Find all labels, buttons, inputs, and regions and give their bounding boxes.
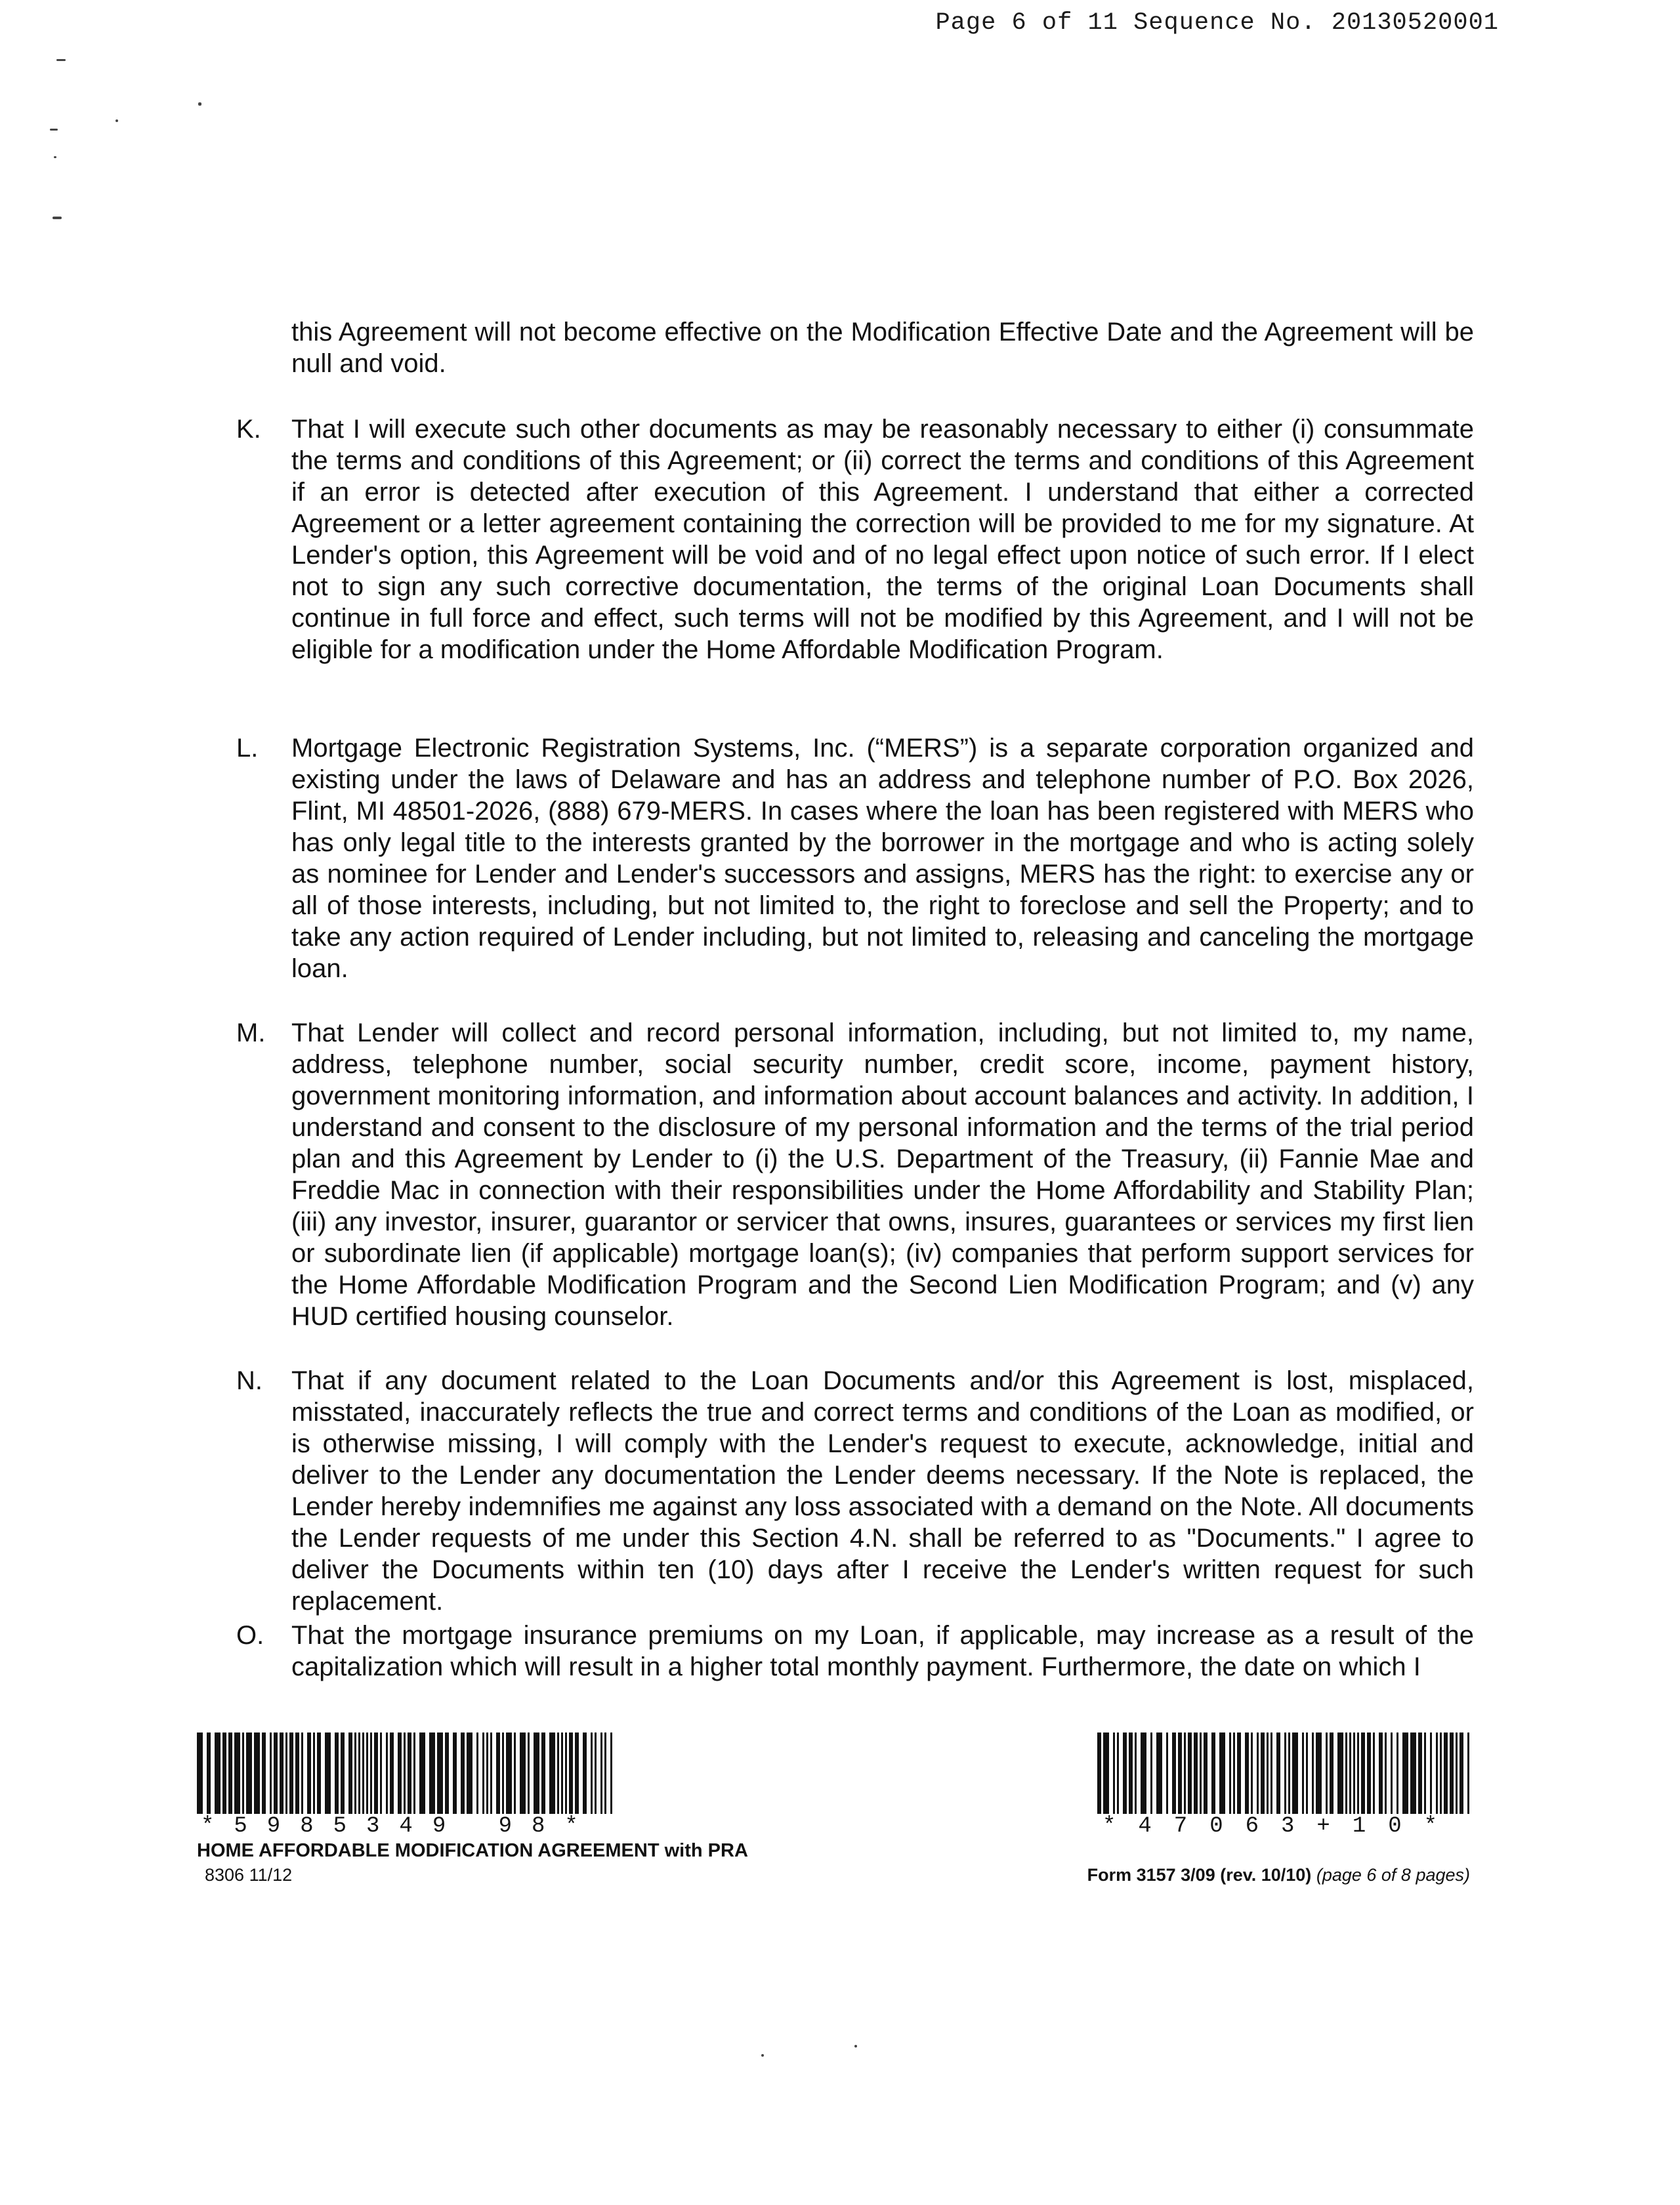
- barcode-bar: [1288, 1732, 1290, 1814]
- barcode-left-digits: *5985349 98*: [201, 1814, 598, 1839]
- barcode-bar: [1326, 1732, 1328, 1814]
- barcode-bar: [528, 1732, 530, 1814]
- barcode-bar: [1361, 1732, 1365, 1814]
- barcode-bar: [1276, 1732, 1280, 1814]
- clause-n: [236, 1365, 1474, 1617]
- barcode-bar: [569, 1732, 573, 1814]
- barcode-bar: [514, 1732, 516, 1814]
- scan-speck: [198, 102, 201, 106]
- barcode-bar: [398, 1732, 402, 1814]
- barcode-bar: [1410, 1732, 1416, 1814]
- barcode-bar: [289, 1732, 293, 1814]
- barcode-bar: [317, 1732, 321, 1814]
- barcode-bar: [1117, 1732, 1119, 1814]
- barcode-bar: [600, 1732, 602, 1814]
- barcode-bar: [222, 1732, 226, 1814]
- barcode-bar: [1156, 1732, 1162, 1814]
- clause-text: Mortgage Electronic Registration Systems, Inc. (“MERS”) is a separate corporation organized and existing under the laws of Delaware and has an address and telephone number of P.O. Box 2026, Flint, MI 48501-2026, (888) 679-MERS. In cases where the loan has been registered with MERS who has only legal title to the interests granted by the borrower in the mortgage and who is acting solely as nominee for Lender and Lender's successors and assigns, MERS has the right: to exercise any or all of those interests, including, but not limited to, the right to foreclose and sell the Property; and to take any action required of Lender including, but not limited to, releasing and canceling the mortgage loan.: [291, 734, 1474, 983]
- barcode-bar: [1150, 1732, 1152, 1814]
- form-pages-text: (page 6 of 8 pages): [1316, 1865, 1470, 1885]
- barcode-bar: [1430, 1732, 1432, 1814]
- barcode-bar: [1396, 1732, 1398, 1814]
- barcode-bar: [1402, 1732, 1408, 1814]
- barcode-bar: [370, 1732, 372, 1814]
- barcode-bar: [591, 1732, 593, 1814]
- barcode-bar: [1178, 1732, 1182, 1814]
- barcode-bar: [453, 1732, 457, 1814]
- barcode-bar: [228, 1732, 232, 1814]
- barcode-bar: [215, 1732, 220, 1814]
- barcode-bar: [362, 1732, 364, 1814]
- barcode-bar: [437, 1732, 443, 1814]
- form-number-text: Form 3157 3/09 (rev. 10/10): [1087, 1865, 1312, 1885]
- barcode-bar: [520, 1732, 526, 1814]
- barcode-bar: [1379, 1732, 1383, 1814]
- form-title: HOME AFFORDABLE MODIFICATION AGREEMENT with PRA: [197, 1840, 748, 1861]
- barcode-bar: [285, 1732, 287, 1814]
- barcode-bar: [1456, 1732, 1458, 1814]
- barcode-bar: [1103, 1732, 1109, 1814]
- barcode-bar: [246, 1732, 252, 1814]
- barcode-bar: [1385, 1732, 1387, 1814]
- barcode-bar: [413, 1732, 415, 1814]
- barcode-bar: [482, 1732, 484, 1814]
- barcode-bar: [575, 1732, 579, 1814]
- barcode-left-image: [197, 1732, 613, 1814]
- barcode-bar: [583, 1732, 587, 1814]
- barcode-bar: [502, 1732, 504, 1814]
- barcode-bar: [1229, 1732, 1231, 1814]
- barcode-bar: [1129, 1732, 1133, 1814]
- barcode-bar: [408, 1732, 411, 1814]
- barcode-bar: [1349, 1732, 1351, 1814]
- barcode-bar: [1257, 1732, 1259, 1814]
- clause-letter: M.: [236, 1018, 266, 1047]
- barcode-bar: [1312, 1732, 1314, 1814]
- barcode-bar: [1245, 1732, 1249, 1814]
- barcode-bar: [429, 1732, 435, 1814]
- barcode-bar: [610, 1732, 612, 1814]
- barcode-bar: [604, 1732, 606, 1814]
- barcode-bar: [262, 1732, 266, 1814]
- barcode-bar: [335, 1732, 339, 1814]
- barcode-bar: [534, 1732, 539, 1814]
- barcode-bar: [1251, 1732, 1253, 1814]
- barcode-bar: [541, 1732, 545, 1814]
- barcode-bar: [390, 1732, 394, 1814]
- barcode-bar: [1123, 1732, 1127, 1814]
- barcode-bar: [1436, 1732, 1438, 1814]
- page-sequence-header: Page 6 of 11 Sequence No. 20130520001: [935, 9, 1499, 37]
- clause-letter: N.: [236, 1366, 262, 1395]
- clause-m: [236, 1017, 1474, 1332]
- barcode-bar: [280, 1732, 284, 1814]
- barcode-bar: [506, 1732, 512, 1814]
- barcode-bar: [557, 1732, 559, 1814]
- clause-letter: K.: [236, 415, 261, 444]
- barcode-bar: [374, 1732, 378, 1814]
- barcode-bar: [386, 1732, 388, 1814]
- barcode-bar: [419, 1732, 425, 1814]
- barcode-bar: [1467, 1732, 1469, 1814]
- form-number: [1087, 1865, 1470, 1885]
- barcode-bar: [1373, 1732, 1375, 1814]
- barcode-bar: [380, 1732, 382, 1814]
- barcode-bar: [496, 1732, 500, 1814]
- barcode-right-image: [1097, 1732, 1470, 1814]
- barcode-bar: [1194, 1732, 1198, 1814]
- barcode-bar: [1306, 1732, 1308, 1814]
- barcode-bar: [358, 1732, 360, 1814]
- barcode-bar: [325, 1732, 331, 1814]
- clause-text: That Lender will collect and record personal information, including, but not limited to, my name, address, telephone number, social security number, credit score, income, payment history, government monitoring information, and information about account balances and activity. In addition, I understand and consent to the disclosure of my personal information and the terms of the trial period plan and this Agreement by Lender to (i) the U.S. Department of the Treasury, (ii) Fannie Mae and Freddie Mac in connection with their responsibilities under the Home Affordability and Stability Plan; (iii) any investor, insurer, guarantor or servicer that owns, insures, guarantees or services my first lien or subordinate lien (if applicable) mortgage loan(s); (iv) companies that perform support services for the Home Affordable Modification Program and the Second Lien Modification Program; and (v) any HUD certified housing counselor.: [291, 1018, 1474, 1331]
- clause-o: [236, 1620, 1474, 1683]
- barcode-bar: [354, 1732, 356, 1814]
- barcode-bar: [348, 1732, 352, 1814]
- barcode-bar: [561, 1732, 563, 1814]
- scan-speck: [52, 217, 62, 219]
- barcode-bar: [1270, 1732, 1272, 1814]
- barcode-bar: [1188, 1732, 1192, 1814]
- barcode-bar: [1233, 1732, 1235, 1814]
- barcode-bar: [476, 1732, 478, 1814]
- barcode-bar: [445, 1732, 449, 1814]
- form-code: 8306 11/12: [205, 1865, 293, 1885]
- barcode-bar: [404, 1732, 406, 1814]
- barcode-bar: [307, 1732, 311, 1814]
- barcode-bar: [1284, 1732, 1286, 1814]
- barcode-bar: [366, 1732, 368, 1814]
- barcode-bar: [486, 1732, 488, 1814]
- barcode-bar: [1267, 1732, 1269, 1814]
- barcode-right-digits: *47063+10*: [1102, 1814, 1460, 1839]
- barcode-bar: [254, 1732, 260, 1814]
- barcode-bar: [1166, 1732, 1168, 1814]
- barcode-bar: [467, 1732, 472, 1814]
- barcode-bar: [274, 1732, 278, 1814]
- continued-paragraph: this Agreement will not become effective on the Modification Effective Date and the Agreement will be null and void.: [291, 318, 1474, 378]
- barcode-bar: [234, 1732, 240, 1814]
- barcode-bar: [1353, 1732, 1355, 1814]
- barcode-bar: [1113, 1732, 1115, 1814]
- barcode-bar: [1204, 1732, 1208, 1814]
- barcode-bar: [549, 1732, 555, 1814]
- barcode-bar: [1292, 1732, 1298, 1814]
- barcode-bar: [1391, 1732, 1393, 1814]
- barcode-bar: [1345, 1732, 1347, 1814]
- barcode-bar: [1211, 1732, 1215, 1814]
- barcode-bar: [1200, 1732, 1202, 1814]
- clause-letter: L.: [236, 734, 259, 763]
- barcode-bar: [1418, 1732, 1422, 1814]
- barcode-bar: [1450, 1732, 1454, 1814]
- clause-l: [236, 732, 1474, 984]
- barcode-bar: [1367, 1732, 1371, 1814]
- barcode-bar: [1357, 1732, 1359, 1814]
- barcode-bar: [1135, 1732, 1137, 1814]
- barcode-bar: [1424, 1732, 1426, 1814]
- barcode-bar: [270, 1732, 272, 1814]
- barcode-bar: [1219, 1732, 1225, 1814]
- barcode-bar: [1316, 1732, 1322, 1814]
- barcode-bar: [565, 1732, 567, 1814]
- scan-speck: [56, 59, 66, 61]
- scan-speck: [116, 119, 118, 122]
- scan-speck: [761, 2054, 764, 2057]
- barcode-bar: [1141, 1732, 1146, 1814]
- barcode-bar: [295, 1732, 299, 1814]
- clause-text: That I will execute such other documents as may be reasonably necessary to either (i) consummate the terms and conditions of this Agreement; or (ii) correct the terms and conditions of this Agreement if an error is detected after execution of this Agreement. I understand that either a corrected Agreement or a letter agreement containing the correction will be provided to me for my signature. At Lender's option, this Agreement will be void and of no legal effect upon notice of such error. If I elect not to sign any such corrective documentation, the terms of the original Loan Documents shall continue in full force and effect, such terms will not be modified by this Agreement, and I will not be eligible for a modification under the Home Affordable Modification Program.: [291, 415, 1474, 664]
- barcode-bar: [242, 1732, 244, 1814]
- barcode-bar: [1330, 1732, 1334, 1814]
- clause-text: That the mortgage insurance premiums on my Loan, if applicable, may increase as a result of the capitalization which will result in a higher total monthly payment. Furthermore, the date on which I: [291, 1621, 1474, 1681]
- barcode-bar: [301, 1732, 303, 1814]
- barcode-bar: [1337, 1732, 1343, 1814]
- barcode-bar: [313, 1732, 315, 1814]
- barcode-bar: [1261, 1732, 1265, 1814]
- barcode-bar: [595, 1732, 597, 1814]
- barcode-bar: [1302, 1732, 1304, 1814]
- barcode-bar: [1172, 1732, 1176, 1814]
- barcode-right: [1097, 1732, 1470, 1838]
- barcode-bar: [1184, 1732, 1186, 1814]
- barcode-bar: [1097, 1732, 1101, 1814]
- barcode-bar: [1444, 1732, 1448, 1814]
- clause-letter: O.: [236, 1621, 264, 1650]
- barcode-bar: [1460, 1732, 1463, 1814]
- barcode-bar: [1440, 1732, 1442, 1814]
- barcode-bar: [1237, 1732, 1241, 1814]
- scan-speck: [854, 2045, 857, 2048]
- barcode-bar: [207, 1732, 211, 1814]
- barcode-bar: [341, 1732, 345, 1814]
- scan-speck: [50, 129, 58, 131]
- barcode-bar: [490, 1732, 492, 1814]
- barcode-left: [197, 1732, 613, 1838]
- clause-text: That if any document related to the Loan Documents and/or this Agreement is lost, misplaced, misstated, inaccurately reflects the true and correct terms and conditions of the Loan as modified, or is otherwise missing, I will comply with the Lender's request to execute, acknowledge, initial and deliver to the Lender any documentation the Lender deems necessary. If the Note is replaced, the Lender hereby indemnifies me against any loss associated with a demand on the Note. All documents the Lender requests of me under this Section 4.N. shall be referred to as "Documents." I agree to deliver the Documents within ten (10) days after I receive the Lender's written request for such replacement.: [291, 1366, 1474, 1616]
- scan-speck: [54, 156, 56, 158]
- barcode-bar: [461, 1732, 465, 1814]
- clause-k: [236, 413, 1474, 665]
- barcode-bar: [197, 1732, 203, 1814]
